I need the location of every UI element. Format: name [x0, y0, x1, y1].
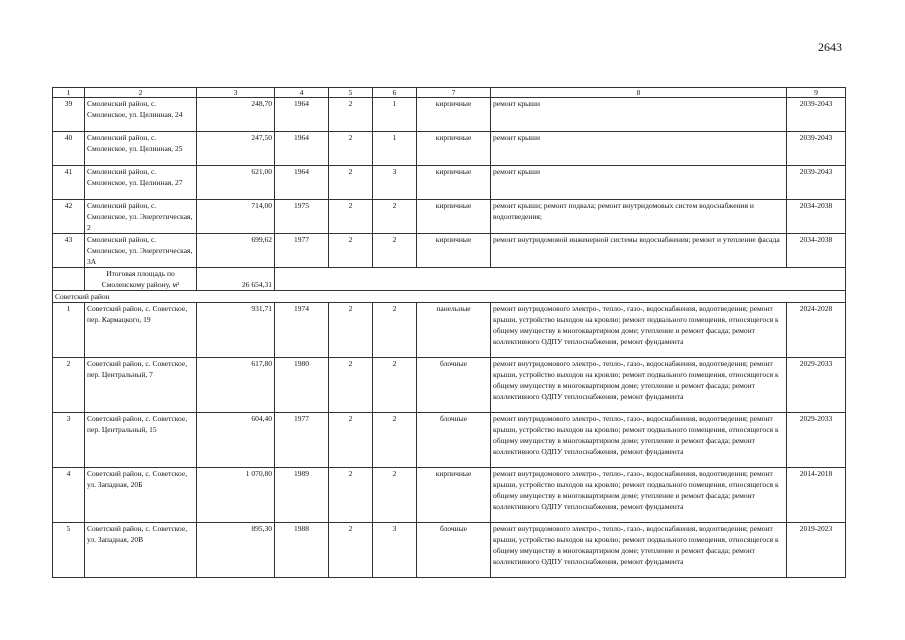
column-number: 1: [53, 88, 85, 98]
floors-cell: 2: [329, 132, 373, 166]
period-cell: 2039-2043: [787, 132, 846, 166]
entrances-cell: 1: [373, 132, 417, 166]
works-cell: ремонт крыши: [491, 98, 787, 132]
year-cell: 1977: [275, 413, 329, 468]
address-cell: Смоленский район, с. Смоленское, ул. Энергетическая, 2: [85, 200, 197, 234]
row-number: 1: [53, 303, 85, 358]
floors-cell: 2: [329, 358, 373, 413]
entrances-cell: 2: [373, 358, 417, 413]
entrances-cell: 2: [373, 303, 417, 358]
table-row: [53, 413, 846, 468]
row-number: 2: [53, 358, 85, 413]
table-row: [53, 358, 846, 413]
area-cell: 931,71: [197, 303, 275, 358]
floors-cell: 2: [329, 166, 373, 200]
table-row: [53, 132, 846, 166]
total-row: [53, 268, 846, 291]
works-cell: ремонт внутридомового электро-, тепло-, газо-, водоснабжения, водоотведения; ремонт крыши, устройство выходов на кровлю; ремонт подвального помещения, относящегося к общему имуществу в многоквартирном доме; утепление и ремонт фасада; ремонт коллективного ОДПУ теплоснабжения, ремонт фундамента: [491, 358, 787, 413]
address-cell: Советский район, с. Советское, пер. Центральный, 15: [85, 413, 197, 468]
column-number: 4: [275, 88, 329, 98]
floors-cell: 2: [329, 523, 373, 578]
year-cell: 1989: [275, 468, 329, 523]
row-number: 41: [53, 166, 85, 200]
period-cell: 2039-2043: [787, 166, 846, 200]
column-number: 8: [491, 88, 787, 98]
district-name: Советский район: [53, 291, 846, 303]
floors-cell: 2: [329, 234, 373, 268]
column-number: 9: [787, 88, 846, 98]
year-cell: 1974: [275, 303, 329, 358]
area-cell: 617,80: [197, 358, 275, 413]
entrances-cell: 1: [373, 98, 417, 132]
material-cell: кирпичные: [417, 468, 491, 523]
table-row: [53, 523, 846, 578]
row-number: 42: [53, 200, 85, 234]
works-cell: ремонт крыши: [491, 132, 787, 166]
housing-register-table: [52, 87, 846, 578]
period-cell: 2019-2023: [787, 523, 846, 578]
area-cell: 247,50: [197, 132, 275, 166]
works-cell: ремонт внутридомового электро-, тепло-, газо-, водоснабжения, водоотведения; ремонт крыши, устройство выходов на кровлю; ремонт подвального помещения, относящегося к общему имуществу в многоквартирном доме; утепление и ремонт фасада; ремонт коллективного ОДПУ теплоснабжения, ремонт фундамента: [491, 413, 787, 468]
address-cell: Смоленский район, с. Смоленское, ул. Целинная, 27: [85, 166, 197, 200]
area-cell: 1 070,80: [197, 468, 275, 523]
address-cell: Советский район, с. Советское, ул. Западная, 20В: [85, 523, 197, 578]
year-cell: 1977: [275, 234, 329, 268]
table-row: [53, 98, 846, 132]
address-cell: Советский район, с. Советское, ул. Западная, 20Б: [85, 468, 197, 523]
material-cell: кирпичные: [417, 166, 491, 200]
works-cell: ремонт крыши: [491, 166, 787, 200]
year-cell: 1964: [275, 166, 329, 200]
material-cell: блочные: [417, 358, 491, 413]
floors-cell: 2: [329, 303, 373, 358]
row-number: 39: [53, 98, 85, 132]
total-label: Итоговая площадь по Смоленскому району, м²: [85, 268, 197, 291]
row-number: 5: [53, 523, 85, 578]
table-row: [53, 234, 846, 268]
material-cell: панельные: [417, 303, 491, 358]
total-value: 26 654,31: [197, 268, 275, 291]
area-cell: 248,70: [197, 98, 275, 132]
column-number: 2: [85, 88, 197, 98]
row-number: 43: [53, 234, 85, 268]
table-row: [53, 468, 846, 523]
year-cell: 1964: [275, 132, 329, 166]
area-cell: 604,40: [197, 413, 275, 468]
address-cell: Смоленский район, с. Смоленское, ул. Целинная, 24: [85, 98, 197, 132]
entrances-cell: 2: [373, 200, 417, 234]
column-number: 6: [373, 88, 417, 98]
period-cell: 2034-2038: [787, 234, 846, 268]
column-number: 7: [417, 88, 491, 98]
district-row: [53, 291, 846, 303]
works-cell: ремонт внутридомового электро-, тепло-, газо-, водоснабжения, водоотведения; ремонт крыши, устройство выходов на кровлю; ремонт подвального помещения, относящегося к общему имуществу в многоквартирном доме; утепление и ремонт фасада; ремонт коллективного ОДПУ теплоснабжения, ремонт фундамента: [491, 303, 787, 358]
floors-cell: 2: [329, 468, 373, 523]
entrances-cell: 3: [373, 523, 417, 578]
entrances-cell: 3: [373, 166, 417, 200]
column-number: 3: [197, 88, 275, 98]
works-cell: ремонт внутридомовой инженерной системы водоснабжения; ремонт и утепление фасада: [491, 234, 787, 268]
floors-cell: 2: [329, 413, 373, 468]
row-number: 4: [53, 468, 85, 523]
column-numbers-row: [53, 88, 846, 98]
floors-cell: 2: [329, 98, 373, 132]
area-cell: 714,00: [197, 200, 275, 234]
table-row: [53, 166, 846, 200]
period-cell: 2034-2038: [787, 200, 846, 234]
area-cell: 895,30: [197, 523, 275, 578]
period-cell: 2029-2033: [787, 358, 846, 413]
period-cell: 2039-2043: [787, 98, 846, 132]
row-number: 3: [53, 413, 85, 468]
works-cell: ремонт внутридомового электро-, тепло-, газо-, водоснабжения, водоотведения; ремонт крыши, устройство выходов на кровлю; ремонт подвального помещения, относящегося к общему имуществу в многоквартирном доме; утепление и ремонт фасада; ремонт коллективного ОДПУ теплоснабжения, ремонт фундамента: [491, 523, 787, 578]
floors-cell: 2: [329, 200, 373, 234]
table-row: [53, 303, 846, 358]
period-cell: 2024-2028: [787, 303, 846, 358]
year-cell: 1964: [275, 98, 329, 132]
address-cell: Советский район, с. Советское, пер. Центральный, 7: [85, 358, 197, 413]
entrances-cell: 2: [373, 413, 417, 468]
material-cell: кирпичные: [417, 132, 491, 166]
material-cell: кирпичные: [417, 234, 491, 268]
table-row: [53, 200, 846, 234]
material-cell: кирпичные: [417, 98, 491, 132]
page-number: 2643: [818, 40, 842, 54]
entrances-cell: 2: [373, 468, 417, 523]
area-cell: 699,62: [197, 234, 275, 268]
material-cell: блочные: [417, 413, 491, 468]
works-cell: ремонт внутридомового электро-, тепло-, газо-, водоснабжения, водоотведения; ремонт крыши, устройство выходов на кровлю; ремонт подвального помещения, относящегося к общему имуществу в многоквартирном доме; утепление и ремонт фасада; ремонт коллективного ОДПУ теплоснабжения, ремонт фундамента: [491, 468, 787, 523]
address-cell: Смоленский район, с. Смоленское, ул. Энергетическая, 3А: [85, 234, 197, 268]
period-cell: 2029-2033: [787, 413, 846, 468]
material-cell: блочные: [417, 523, 491, 578]
year-cell: 1975: [275, 200, 329, 234]
row-number: 40: [53, 132, 85, 166]
column-number: 5: [329, 88, 373, 98]
area-cell: 621,00: [197, 166, 275, 200]
entrances-cell: 2: [373, 234, 417, 268]
year-cell: 1988: [275, 523, 329, 578]
year-cell: 1980: [275, 358, 329, 413]
address-cell: Советский район, с. Советское, пер. Кармацкого, 19: [85, 303, 197, 358]
material-cell: кирпичные: [417, 200, 491, 234]
period-cell: 2014-2018: [787, 468, 846, 523]
works-cell: ремонт крыши; ремонт подвала; ремонт внутридомовых систем водоснабжения и водоотведения;: [491, 200, 787, 234]
address-cell: Смоленский район, с. Смоленское, ул. Целинная, 25: [85, 132, 197, 166]
